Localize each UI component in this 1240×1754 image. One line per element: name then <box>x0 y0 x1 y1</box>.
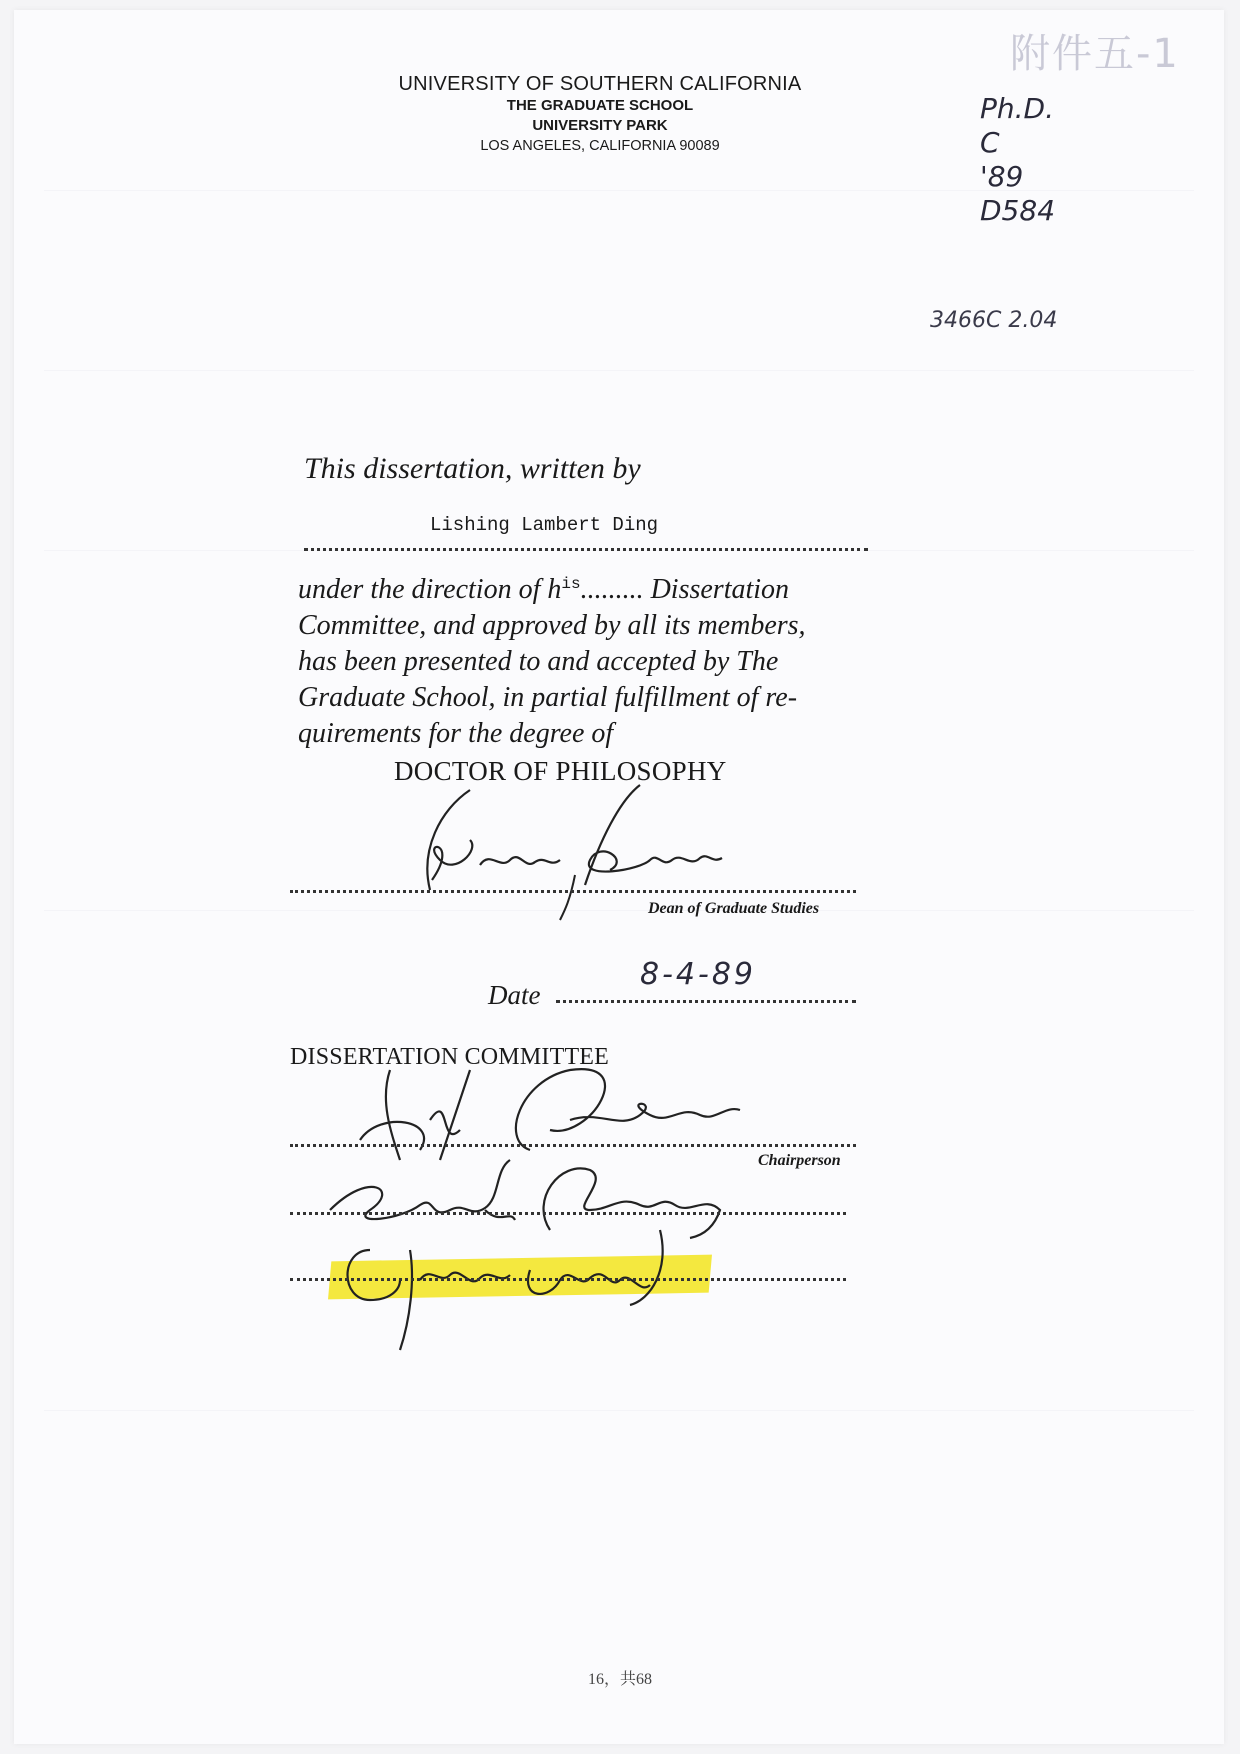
line1-post: Dissertation <box>650 574 790 605</box>
intro-text: This dissertation, written by <box>304 452 641 485</box>
member-signature-third <box>330 1210 710 1360</box>
degree-title: DOCTOR OF PHILOSOPHY <box>394 756 727 786</box>
dean-signature <box>400 780 730 920</box>
statement-line-2: Committee, and approved by all its members, <box>298 610 806 641</box>
author-dotted-line <box>304 548 868 551</box>
author-name: Lishing Lambert Ding <box>430 514 659 536</box>
chair-label: Chairperson <box>758 1152 841 1169</box>
call-number-line: '89 <box>980 160 1024 193</box>
line1-pre: under the direction of h <box>298 574 562 605</box>
accession-number: 3466C 2.04 <box>930 308 1058 333</box>
statement-line-1 <box>298 566 870 608</box>
letterhead <box>250 72 950 156</box>
call-number-line: Ph.D. <box>980 92 1054 125</box>
chair-dotted-line <box>290 1144 856 1147</box>
address: LOS ANGELES, CALIFORNIA 90089 <box>480 138 720 154</box>
statement-line-4: Graduate School, in partial fulfillment of re- <box>298 682 798 713</box>
dean-title: Dean of Graduate Studies <box>648 900 820 917</box>
member-dotted-line-2 <box>290 1278 846 1281</box>
approval-statement <box>298 566 870 752</box>
date-label: Date <box>488 980 541 1010</box>
call-number-line: D584 <box>980 194 1056 227</box>
date-value: 8-4-89 <box>640 957 756 992</box>
campus-name: UNIVERSITY PARK <box>532 117 668 134</box>
date-dotted-line <box>556 1000 856 1003</box>
archive-stamp: 附件五-1 <box>1010 31 1180 77</box>
dean-dotted-line <box>290 890 856 893</box>
school-name: THE GRADUATE SCHOOL <box>506 97 694 114</box>
committee-heading: DISSERTATION COMMITTEE <box>290 1044 610 1070</box>
page-info: 16，共68 <box>587 1671 652 1688</box>
call-number-line: C <box>980 126 1000 159</box>
university-name: UNIVERSITY OF SOUTHERN CALIFORNIA <box>398 73 802 95</box>
call-number <box>980 92 1055 228</box>
fill-dots: ......... <box>580 574 644 605</box>
statement-line-5: quirements for the degree of <box>298 718 614 749</box>
statement-line-3: has been presented to and accepted by The <box>298 646 779 677</box>
pronoun-fill: is <box>561 575 581 593</box>
